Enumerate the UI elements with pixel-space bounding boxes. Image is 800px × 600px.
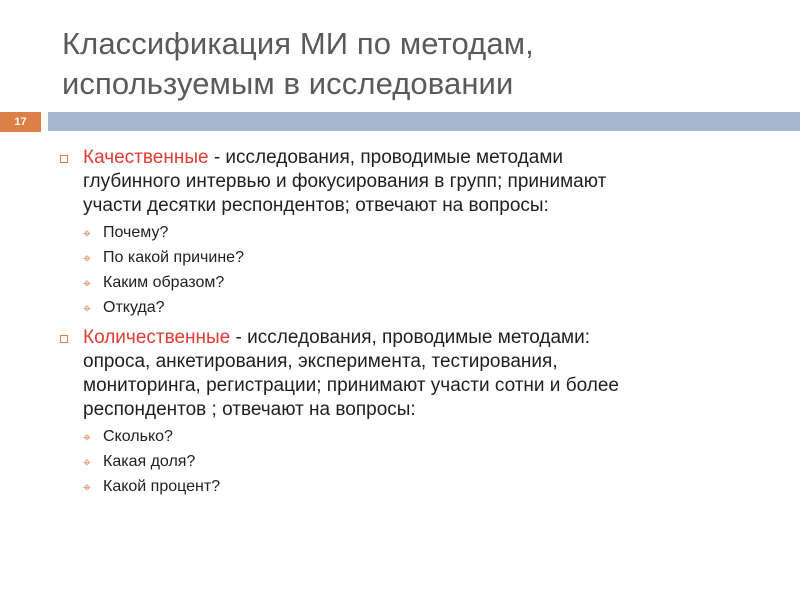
square-bullet-icon: [60, 335, 68, 343]
keyword-qualitative: Качественные: [83, 147, 209, 168]
arrow-bullet-icon: ⌖: [83, 250, 91, 266]
bullet-line-1: [83, 326, 790, 350]
sub-item-label: Какая доля?: [103, 453, 196, 470]
slide-title: [62, 24, 762, 104]
arrow-bullet-icon: ⌖: [83, 225, 91, 241]
keyword-quantitative: Количественные: [83, 327, 231, 348]
sub-item: [60, 223, 790, 243]
square-bullet-icon: [60, 155, 68, 163]
slide-content: [60, 146, 790, 497]
arrow-bullet-icon: ⌖: [83, 454, 91, 470]
arrow-bullet-icon: ⌖: [83, 300, 91, 316]
sub-item-label: Сколько?: [103, 428, 173, 445]
header-divider-bar: [48, 112, 800, 131]
sub-item: [60, 273, 790, 293]
slide-title-line-1: Классификация МИ по методам,: [62, 26, 534, 61]
sub-item-label: Какой процент?: [103, 478, 221, 495]
sub-item-label: По какой причине?: [103, 249, 244, 266]
sub-item: [60, 452, 790, 472]
bullet-item-qualitative: [60, 146, 790, 218]
bullet-line-1: [83, 146, 790, 170]
sub-item: [60, 298, 790, 318]
arrow-bullet-icon: ⌖: [83, 275, 91, 291]
page-number-badge: 17: [0, 112, 41, 132]
arrow-bullet-icon: ⌖: [83, 429, 91, 445]
bullet-text: - исследования, проводимые методами:: [230, 327, 590, 348]
sub-item: [60, 427, 790, 447]
arrow-bullet-icon: ⌖: [83, 479, 91, 495]
sub-item-label: Откуда?: [103, 299, 165, 316]
bullet-line-2: опроса, анкетирования, эксперимента, тестирования,: [83, 351, 558, 372]
bullet-item-quantitative: [60, 326, 790, 422]
bullet-line-4: респондентов ; отвечают на вопросы:: [83, 399, 416, 420]
sub-item: [60, 248, 790, 268]
sub-item-label: Почему?: [103, 224, 169, 241]
bullet-text: - исследования, проводимые методами: [208, 147, 564, 168]
bullet-line-3: участи десятки респондентов; отвечают на вопросы:: [83, 195, 549, 216]
slide-title-line-2: используемым в исследовании: [62, 66, 514, 101]
sub-item: [60, 477, 790, 497]
bullet-line-3: мониторинга, регистрации; принимают участи сотни и более: [83, 375, 619, 396]
sub-item-label: Каким образом?: [103, 274, 225, 291]
bullet-line-2: глубинного интервью и фокусирования в групп; принимают: [83, 171, 607, 192]
